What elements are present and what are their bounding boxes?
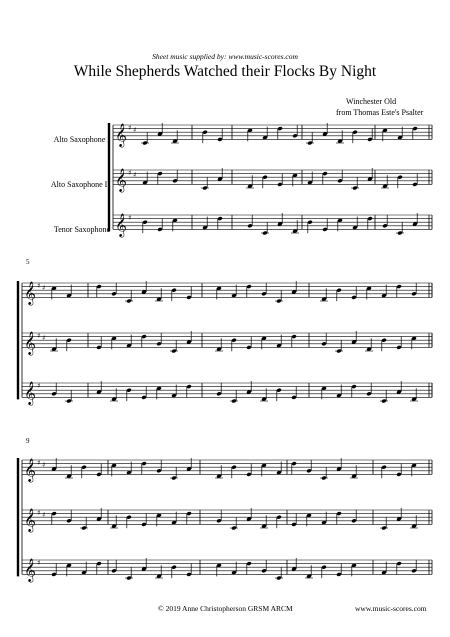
tune-source: from Thomas Este's Psalter [336,108,424,117]
key-signature-sharp-icon: ♯ [128,214,132,223]
key-signature-sharp-icon: ♯ [42,461,46,470]
treble-clef-icon: 𝄞 [24,280,36,305]
key-signature-sharp-icon: ♯ [42,511,46,520]
key-signature-sharp-icon: ♯ [128,124,132,133]
copyright-notice: © 2019 Anne Christopherson GRSM ARCM [158,604,293,613]
key-signature-sharp-icon: ♯ [42,334,46,343]
key-signature-sharp-icon: ♯ [37,559,41,568]
key-signature-sharp-icon: ♯ [133,171,137,180]
treble-clef-icon: 𝄞 [24,380,36,405]
instrument-label-alto-1: Alto Saxophone I [53,135,110,144]
key-signature-sharp-icon: ♯ [37,282,41,291]
key-signature-sharp-icon: ♯ [37,459,41,468]
key-signature-sharp-icon: ♯ [42,284,46,293]
instrument-label-alto-2: Alto Saxophone II [50,180,110,189]
treble-clef-icon: 𝄞 [24,330,36,355]
supplied-by-line: Sheet music supplied by: www.music-scores.com [152,52,298,61]
key-signature-sharp-icon: ♯ [37,509,41,518]
key-signature-sharp-icon: ♯ [37,332,41,341]
treble-clef-icon: 𝄞 [115,122,127,147]
measure-number-5: 5 [26,258,30,266]
page-title: While Shepherds Watched their Flocks By Night [73,63,377,80]
website-footer: www.music-scores.com [355,604,427,613]
instrument-label-tenor: Tenor Saxophone [53,225,110,234]
treble-clef-icon: 𝄞 [115,212,127,237]
treble-clef-icon: 𝄞 [24,557,36,582]
key-signature-sharp-icon: ♯ [133,126,137,135]
treble-clef-icon: 𝄞 [24,507,36,532]
key-signature-sharp-icon: ♯ [128,169,132,178]
measure-number-9: 9 [26,437,30,445]
treble-clef-icon: 𝄞 [24,457,36,482]
treble-clef-icon: 𝄞 [115,167,127,192]
key-signature-sharp-icon: ♯ [37,382,41,391]
tune-name: Winchester Old [346,97,397,106]
